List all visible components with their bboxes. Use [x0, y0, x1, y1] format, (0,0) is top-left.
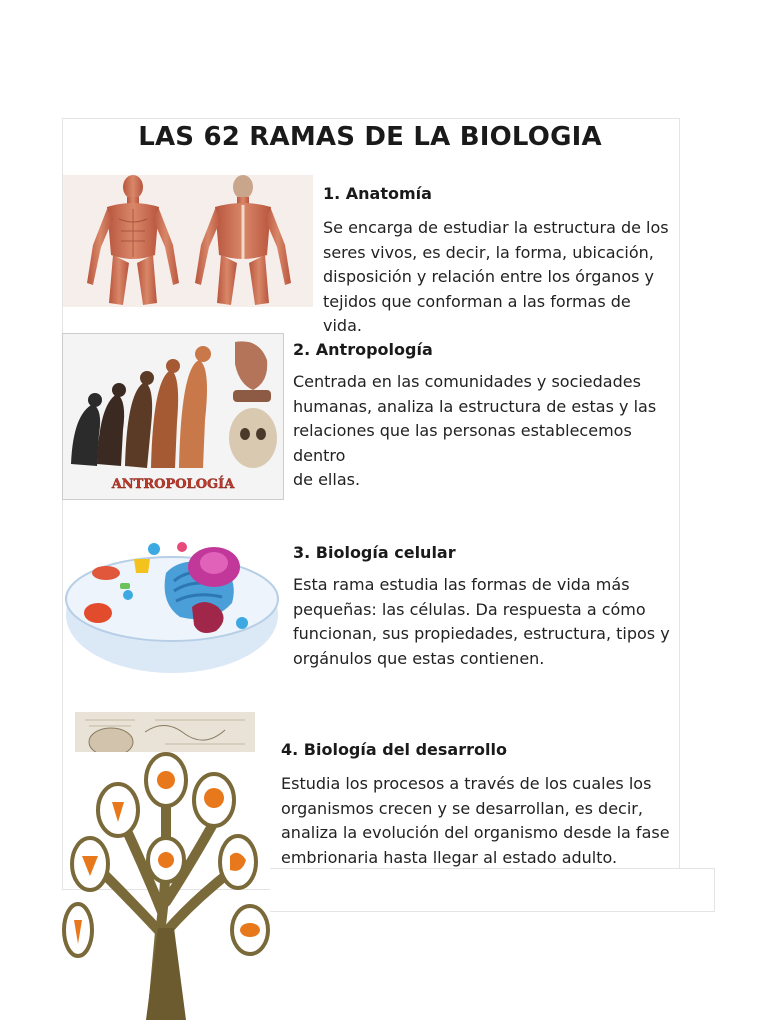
- text-line: disposición y relación entre los órganos y: [323, 267, 654, 286]
- text-line: Esta rama estudia las formas de vida más: [293, 575, 630, 594]
- section-text-biologia-desarrollo: [281, 772, 678, 870]
- page-border-extension: [270, 868, 715, 912]
- text-line: seres vivos, es decir, la forma, ubicación,: [323, 242, 654, 262]
- text-line: Centrada en las comunidades y sociedades: [293, 372, 641, 391]
- text-line: funcionan, sus propiedades, estructura, tipos y: [293, 624, 670, 643]
- antropologia-image: [62, 333, 284, 500]
- embryo-sketch-image: [75, 712, 255, 752]
- text-line: embrionaria hasta llegar al estado adulto.: [281, 847, 618, 867]
- section-text-biologia-celular: [293, 573, 678, 671]
- section-heading-biologia-desarrollo: 4. Biología del desarrollo: [281, 740, 507, 759]
- text-line: pequeñas: las células. Da respuesta a cómo: [293, 599, 646, 619]
- text-line: relaciones que las personas establecemos dentro: [293, 421, 632, 465]
- tree-of-life-image: [62, 752, 272, 1020]
- text-line: organismos crecen y se desarrollan, es decir,: [281, 798, 643, 818]
- section-text-anatomia: [323, 216, 673, 339]
- text-line: tejidos que conforman a las formas de vida.: [323, 291, 631, 335]
- document-title: LAS 62 RAMAS DE LA BIOLOGIA: [138, 122, 602, 152]
- section-heading-biologia-celular: 3. Biología celular: [293, 543, 456, 562]
- text-line: analiza la evolución del organismo desde la fase: [281, 823, 670, 842]
- celula-image: [62, 533, 282, 678]
- text-line: de ellas.: [293, 470, 361, 489]
- image-caption: ANTROPOLOGÍA: [111, 477, 235, 492]
- section-heading-anatomia: 1. Anatomía: [323, 184, 432, 203]
- anatomy-image: [63, 175, 313, 307]
- text-line: humanas, analiza la estructura de estas y las: [293, 396, 657, 416]
- section-text-antropologia: [293, 370, 678, 493]
- text-line: Se encarga de estudiar la estructura de los: [323, 218, 669, 237]
- text-line: orgánulos que estas contienen.: [293, 648, 545, 668]
- text-line: Estudia los procesos a través de los cuales los: [281, 774, 652, 793]
- section-heading-antropologia: 2. Antropología: [293, 340, 433, 359]
